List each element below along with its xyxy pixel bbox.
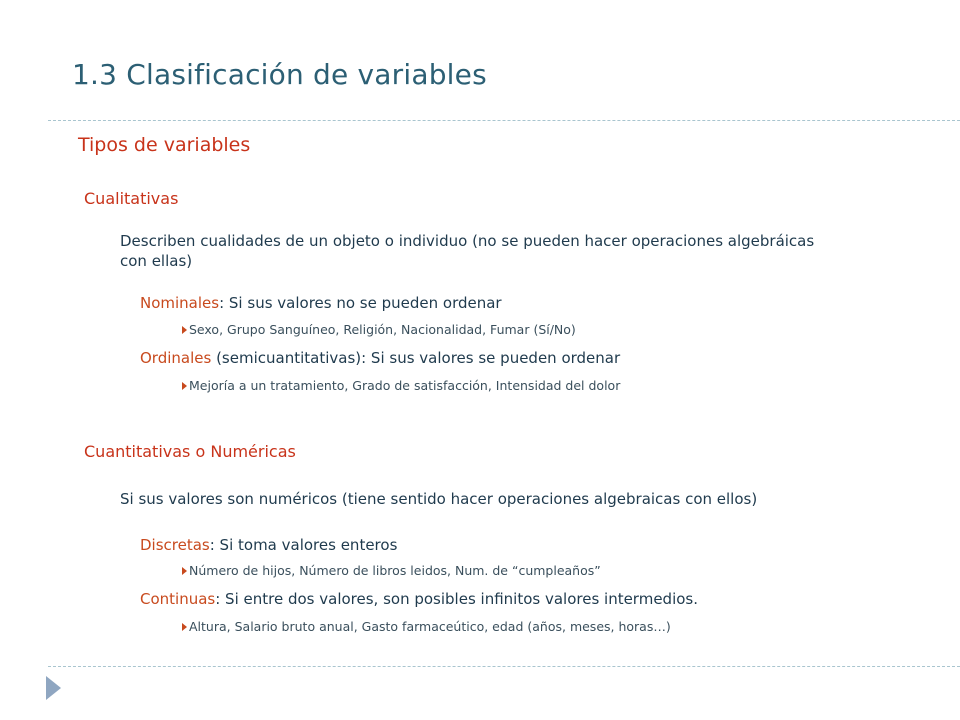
nominales-term: Nominales — [140, 294, 220, 312]
small-right-triangle-icon — [182, 567, 187, 575]
continuas-examples: Altura, Salario bruto anual, Gasto farmaceútico, edad (años, meses, horas…) — [189, 619, 671, 634]
nominales-item — [140, 294, 502, 312]
nominales-definition: : Si sus valores no se pueden ordenar — [219, 294, 502, 312]
discretas-term: Discretas — [140, 536, 210, 554]
nominales-examples: Sexo, Grupo Sanguíneo, Religión, Nacionalidad, Fumar (Sí/No) — [189, 322, 576, 337]
ordinales-definition: (semicuantitativas): Si sus valores se pueden ordenar — [211, 349, 621, 367]
right-triangle-marker-icon — [46, 676, 61, 700]
ordinales-examples-item — [182, 378, 620, 393]
cuantitativas-description: Si sus valores son numéricos (tiene sentido hacer operaciones algebraicas con ellos) — [120, 490, 758, 508]
discretas-item — [140, 536, 397, 554]
continuas-examples-item — [182, 619, 671, 634]
ordinales-item — [140, 349, 620, 367]
small-right-triangle-icon — [182, 623, 187, 631]
ordinales-examples: Mejoría a un tratamiento, Grado de satisfacción, Intensidad del dolor — [189, 378, 621, 393]
discretas-definition: : Si toma valores enteros — [209, 536, 398, 554]
discretas-examples: Número de hijos, Número de libros leidos, Num. de “cumpleaños” — [189, 563, 601, 578]
continuas-definition: : Si entre dos valores, son posibles infinitos valores intermedios. — [215, 590, 699, 608]
continuas-term: Continuas — [140, 590, 216, 608]
cualitativas-heading: Cualitativas — [84, 189, 179, 208]
top-divider — [48, 120, 960, 121]
cualitativas-description: Describen cualidades de un objeto o individuo (no se pueden hacer operaciones algebráicas con ellas) — [120, 232, 815, 270]
cuantitativas-heading: Cuantitativas o Numéricas — [84, 442, 296, 461]
section-heading: Tipos de variables — [78, 134, 251, 156]
slide-title: 1.3 Clasificación de variables — [72, 58, 487, 91]
ordinales-term: Ordinales — [140, 349, 212, 367]
small-right-triangle-icon — [182, 382, 187, 390]
continuas-item — [140, 590, 698, 608]
bottom-divider — [48, 666, 960, 667]
discretas-examples-item — [182, 563, 601, 578]
nominales-examples-item — [182, 322, 576, 337]
small-right-triangle-icon — [182, 326, 187, 334]
